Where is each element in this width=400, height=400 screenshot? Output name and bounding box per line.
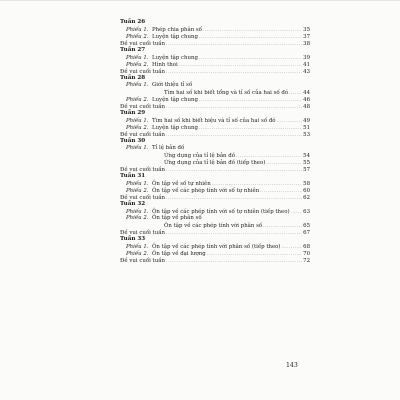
toc-entry[interactable] — [120, 82, 310, 89]
entry-page-number: 72 — [303, 258, 310, 264]
toc-test-entry[interactable] — [120, 166, 310, 173]
entry-page-number: 44 — [303, 90, 310, 96]
page-number: 143 — [286, 362, 298, 369]
entry-title: Ôn tập về các phép tính với phân số (tiếp theo) — [152, 244, 281, 250]
entry-page-number: 60 — [303, 188, 310, 194]
lesson-label: Phiếu 2. — [126, 34, 149, 40]
entry-title: Ôn tập về phân số — [152, 215, 202, 221]
dot-leader — [282, 243, 303, 250]
toc-test-entry[interactable] — [120, 194, 310, 201]
entry-title: Luyện tập chung — [152, 125, 198, 131]
dot-leader — [199, 54, 302, 61]
week-section — [120, 138, 310, 173]
entry-title: Tìm hai số khi biết hiệu và tỉ số của hai số đó — [152, 118, 276, 124]
entry-title: Đề vui cuối tuần — [120, 258, 165, 264]
lesson-label: Phiếu 2. — [126, 125, 149, 131]
entry-title: Ứng dụng của tỉ lệ bản đồ (tiếp theo) — [164, 160, 266, 166]
dot-leader — [166, 131, 302, 138]
entry-title: Đề vui cuối tuần — [120, 230, 165, 236]
toc-entry[interactable] — [120, 215, 310, 222]
dot-leader — [199, 33, 302, 40]
week-title: Tuần 27 — [120, 47, 146, 53]
toc-entry[interactable] — [120, 54, 310, 61]
entry-title: Luyện tập chung — [152, 97, 198, 103]
week-section — [120, 47, 310, 75]
entry-title: Luyện tập chung — [152, 34, 198, 40]
toc-entry[interactable] — [120, 89, 310, 96]
toc-test-entry[interactable] — [120, 131, 310, 138]
week-title: Tuần 29 — [120, 110, 146, 116]
entry-page-number: 37 — [303, 34, 310, 40]
week-title: Tuần 31 — [120, 173, 146, 179]
dot-leader — [166, 68, 302, 75]
entry-title: Tìm hai số khi biết tổng và tỉ số của hai số đó — [164, 90, 289, 96]
toc-test-entry[interactable] — [120, 257, 310, 264]
dot-leader — [199, 124, 302, 131]
week-section — [120, 173, 310, 201]
lesson-label: Phiếu 2. — [126, 215, 149, 221]
lesson-label: Phiếu 2. — [126, 188, 149, 194]
dot-leader — [277, 117, 303, 124]
week-section — [120, 19, 310, 47]
entry-title: Luyện tập chung — [152, 55, 198, 61]
entry-page-number: 43 — [303, 69, 310, 75]
dot-leader — [203, 26, 302, 33]
toc-entry[interactable] — [120, 145, 310, 152]
entry-page-number: 41 — [303, 62, 310, 68]
entry-page-number: 53 — [303, 132, 310, 138]
entry-page-number: 49 — [303, 118, 310, 124]
entry-title: Đề vui cuối tuần — [120, 195, 165, 201]
week-section — [120, 110, 310, 138]
lesson-label: Phiếu 1. — [126, 27, 149, 33]
dot-leader — [266, 159, 302, 166]
entry-page-number: 35 — [303, 27, 310, 33]
entry-title: Giới thiệu tỉ số — [152, 82, 193, 88]
lesson-label: Phiếu 2. — [126, 97, 149, 103]
entry-title: Ứng dụng của tỉ lệ bản đồ — [164, 153, 235, 159]
entry-title: Ôn tập về đại lượng — [152, 251, 206, 257]
entry-title: Tỉ lệ bản đồ — [152, 145, 185, 151]
toc-entry[interactable] — [120, 208, 310, 215]
entry-page-number: 65 — [303, 223, 310, 229]
week-section — [120, 75, 310, 110]
entry-title: Ôn tập về các phép tính với số tự nhiên (tiếp theo) — [152, 209, 290, 215]
toc-test-entry[interactable] — [120, 40, 310, 47]
toc-entry[interactable] — [120, 96, 310, 103]
entry-title: Hình thoi — [152, 62, 178, 68]
lesson-label: Phiếu 2. — [126, 62, 149, 68]
entry-title: Đề vui cuối tuần — [120, 69, 165, 75]
entry-page-number: 39 — [303, 55, 310, 61]
week-title: Tuần 33 — [120, 236, 146, 242]
lesson-label: Phiếu 1. — [126, 82, 149, 88]
dot-leader — [166, 166, 302, 173]
lesson-label: Phiếu 1. — [126, 145, 149, 151]
dot-leader — [291, 208, 303, 215]
dot-leader — [289, 89, 302, 96]
entry-page-number: 58 — [303, 181, 310, 187]
entry-page-number: 67 — [303, 230, 310, 236]
entry-title: Đề vui cuối tuần — [120, 132, 165, 138]
entry-page-number: 63 — [303, 209, 310, 215]
entry-page-number: 68 — [303, 244, 310, 250]
entry-page-number: 54 — [303, 153, 310, 159]
entry-page-number: 48 — [303, 104, 310, 110]
dot-leader — [179, 61, 302, 68]
toc-test-entry[interactable] — [120, 68, 310, 75]
toc-entry[interactable] — [120, 250, 310, 257]
dot-leader — [263, 222, 302, 229]
dot-leader — [166, 229, 302, 236]
week-section — [120, 236, 310, 264]
table-of-contents — [120, 19, 310, 264]
entry-title: Đề vui cuối tuần — [120, 167, 165, 173]
lesson-label: Phiếu 1. — [126, 181, 149, 187]
week-title: Tuần 30 — [120, 138, 146, 144]
entry-title: Ôn tập về các phép tính với số tự nhiên — [152, 188, 260, 194]
entry-title: Phép chia phân số — [152, 27, 202, 33]
entry-page-number: 55 — [303, 160, 310, 166]
lesson-label: Phiếu 1. — [126, 244, 149, 250]
toc-entry[interactable] — [120, 180, 310, 187]
dot-leader — [236, 152, 302, 159]
entry-page-number: 51 — [303, 125, 310, 131]
week-title: Tuần 26 — [120, 19, 146, 25]
dot-leader — [199, 96, 302, 103]
lesson-label: Phiếu 2. — [126, 251, 149, 257]
week-title: Tuần 28 — [120, 75, 146, 81]
toc-entry[interactable] — [120, 33, 310, 40]
dot-leader — [207, 250, 302, 257]
toc-entry[interactable] — [120, 187, 310, 194]
toc-entry[interactable] — [120, 152, 310, 159]
entry-title: Ôn tập về số tự nhiên — [152, 181, 211, 187]
entry-page-number: 46 — [303, 97, 310, 103]
week-section — [120, 201, 310, 236]
entry-title: Ôn tập về các phép tính với phân số — [164, 223, 263, 229]
entry-title: Đề vui cuối tuần — [120, 104, 165, 110]
dot-leader — [166, 103, 302, 110]
toc-test-entry[interactable] — [120, 229, 310, 236]
entry-page-number: 57 — [303, 167, 310, 173]
dot-leader — [212, 180, 302, 187]
entry-page-number: 62 — [303, 195, 310, 201]
lesson-label: Phiếu 1. — [126, 209, 149, 215]
toc-entry[interactable] — [120, 159, 310, 166]
dot-leader — [260, 187, 302, 194]
lesson-label: Phiếu 1. — [126, 118, 149, 124]
entry-page-number: 70 — [303, 251, 310, 257]
toc-entry[interactable] — [120, 243, 310, 250]
dot-leader — [166, 40, 302, 47]
toc-entry[interactable] — [120, 61, 310, 68]
toc-entry[interactable] — [120, 222, 310, 229]
entry-page-number: 38 — [303, 41, 310, 47]
toc-test-entry[interactable] — [120, 103, 310, 110]
lesson-label: Phiếu 1. — [126, 55, 149, 61]
dot-leader — [166, 257, 302, 264]
dot-leader — [166, 194, 302, 201]
entry-title: Đề vui cuối tuần — [120, 41, 165, 47]
week-title: Tuần 32 — [120, 201, 146, 207]
toc-entry[interactable] — [120, 124, 310, 131]
toc-entry[interactable] — [120, 117, 310, 124]
toc-entry[interactable] — [120, 26, 310, 33]
